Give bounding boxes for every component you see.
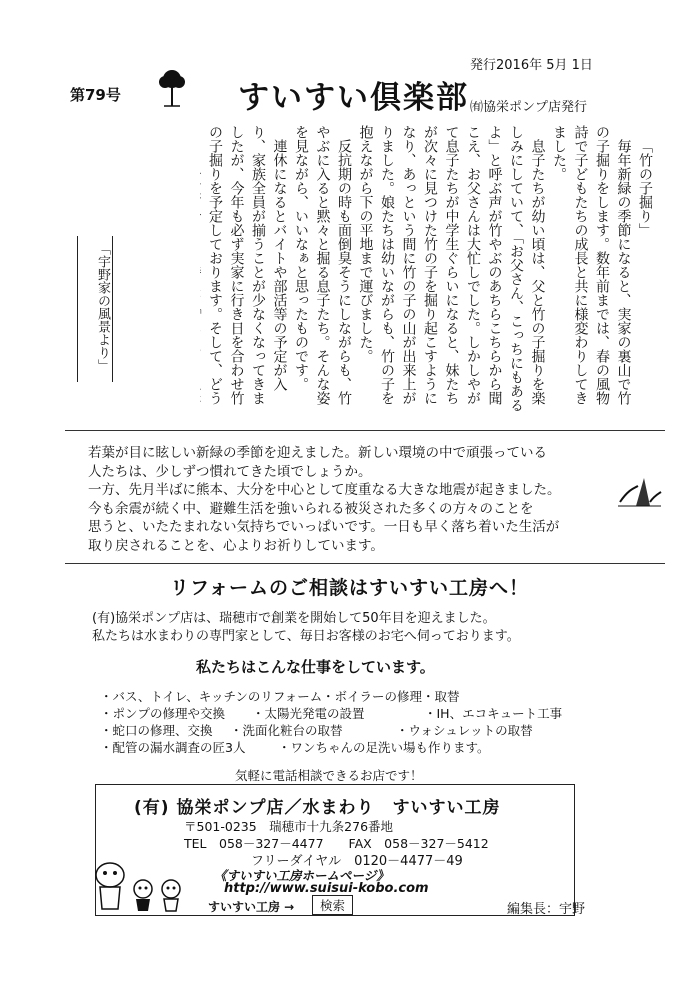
mascot-characters-icon <box>88 855 192 913</box>
intro-line: 私たちは水まわりの専門家として、毎日お客様のお宅へ伺っております。 <box>92 629 520 644</box>
services-row <box>100 688 562 705</box>
tree-icon <box>155 66 189 110</box>
divider <box>65 563 665 564</box>
company-intro <box>92 610 520 646</box>
service-item: ・ポンプの修理や交換 <box>100 706 226 721</box>
homepage-title: 《すいすい工房ホームページ》 <box>214 868 389 883</box>
reform-heading: リフォームのご相談はすいすい工房へ！ <box>170 577 530 599</box>
services-list <box>100 688 562 756</box>
phone-fax: TEL 058－327－4477 FAX 058－327－5412 <box>184 836 489 851</box>
company-address: 〒501-0235 瑞穂市十九条276番地 <box>184 819 394 834</box>
consult-note: 気軽に電話相談できるお店です！ <box>235 768 423 783</box>
seasonal-greeting <box>88 444 608 555</box>
newsletter-title: すいすい倶楽部 <box>238 80 469 116</box>
homepage-url[interactable]: http://www.suisui-kobo.com <box>224 881 429 896</box>
greeting-line: 若葉が目に眩しい新緑の季節を迎えました。新しい環境の中で頑張っている <box>88 445 547 461</box>
shop-name-arrow: すいすい工房 → <box>208 900 295 914</box>
services-row <box>100 739 562 756</box>
free-dial: フリーダイヤル 0120－4477－49 <box>251 854 463 869</box>
service-item: ・ワンちゃんの足洗い場も作ります。 <box>278 740 490 755</box>
greeting-line: 取り戻されることを、心よりお祈りしています。 <box>88 537 384 554</box>
essay <box>200 125 655 415</box>
essay-paragraph: 「竹の子掘り」 <box>637 139 653 237</box>
essay-caption: 「宇野家の風景より」 <box>77 236 113 382</box>
issue-number: 第79号 <box>70 86 121 104</box>
service-item: ・IH、エコキュート工事 <box>424 706 563 721</box>
greeting-line: 人たちは、少しずつ慣れてきた頃でしょうか。 <box>88 463 372 480</box>
greeting-line: 一方、先月半ばに熊本、大分を中心として度重なる大きな地震が起きました。 <box>88 482 561 498</box>
editor-credit: 編集長：宇野 <box>507 902 586 917</box>
essay-paragraph: 息子たちが幼い頃は、父と竹の子掘りを楽しみにしていて、「お父さん、こっちにもあるよ」と呼ぶ声が竹やぶのあちらこちらから聞こえ、お父さんは大忙しでした。しかしやがて息子たちが中学生ぐらいになると、妹たちが次々に見つけた竹の子を掘り起こすようになり、あっという間に竹の子の山が出来上がりました。娘たちは幼いながらも、竹の子を抱えながら下の平地まで運びました。 <box>357 125 546 412</box>
bamboo-shoot-icon <box>616 472 662 508</box>
service-item: ・ボイラーの修理・取替 <box>322 689 460 704</box>
search-button[interactable]: 検索 <box>312 895 353 915</box>
service-item: ・配管の漏水調査の匠3人 <box>100 740 246 755</box>
publisher: ㈲協栄ポンプ店発行 <box>470 100 588 115</box>
essay-paragraph: 反抗期の時も面倒臭そうにしながらも、竹やぶに入ると黙々と掘る息子たち。そんな姿を見ながら、いいなぁと思ったものです。 <box>293 125 352 405</box>
services-row <box>100 705 562 722</box>
greeting-line: 思うと、いたたまれない気持ちでいっぱいです。一日も早く落ち着いた生活が <box>88 519 560 535</box>
issue-date: 発行2016年 5月 1日 <box>470 58 593 73</box>
service-item: ・蛇口の修理、交換 <box>100 723 213 738</box>
essay-paragraph: 毎年新緑の季節になると、実家の裏山で竹の子掘りをします。数年前までは、春の風物詩で子どもたちの成長と共に様変わりしてきました。 <box>551 125 632 405</box>
company-name: (有) 協栄ポンプ店／水まわり すいすい工房 <box>134 798 501 818</box>
greeting-line: 今も余震が続く中、避難生活を強いられる被災された多くの方々のことを <box>88 500 534 517</box>
service-item: ・太陽光発電の設置 <box>252 706 365 721</box>
service-item: ・ウォシュレットの取替 <box>396 723 533 738</box>
service-item: ・バス、トイレ、キッチンのリフォーム <box>100 689 323 704</box>
service-item: ・洗面化粧台の取替 <box>230 723 343 738</box>
services-title: 私たちはこんな仕事をしています。 <box>196 658 435 676</box>
divider <box>65 430 665 431</box>
services-row <box>100 722 562 739</box>
intro-line: (有)協栄ポンプ店は、瑞穂市で創業を開始して50年目を迎えました。 <box>92 611 496 626</box>
essay-paragraph: 連休になるとバイトや部活等の予定が入り、家族全員が揃うことが少なくなってきましたが、今年も必ず実家に行き日を合わせ竹の子掘りを予定しております。そして、どう <box>207 125 288 405</box>
contact-box <box>95 784 575 916</box>
